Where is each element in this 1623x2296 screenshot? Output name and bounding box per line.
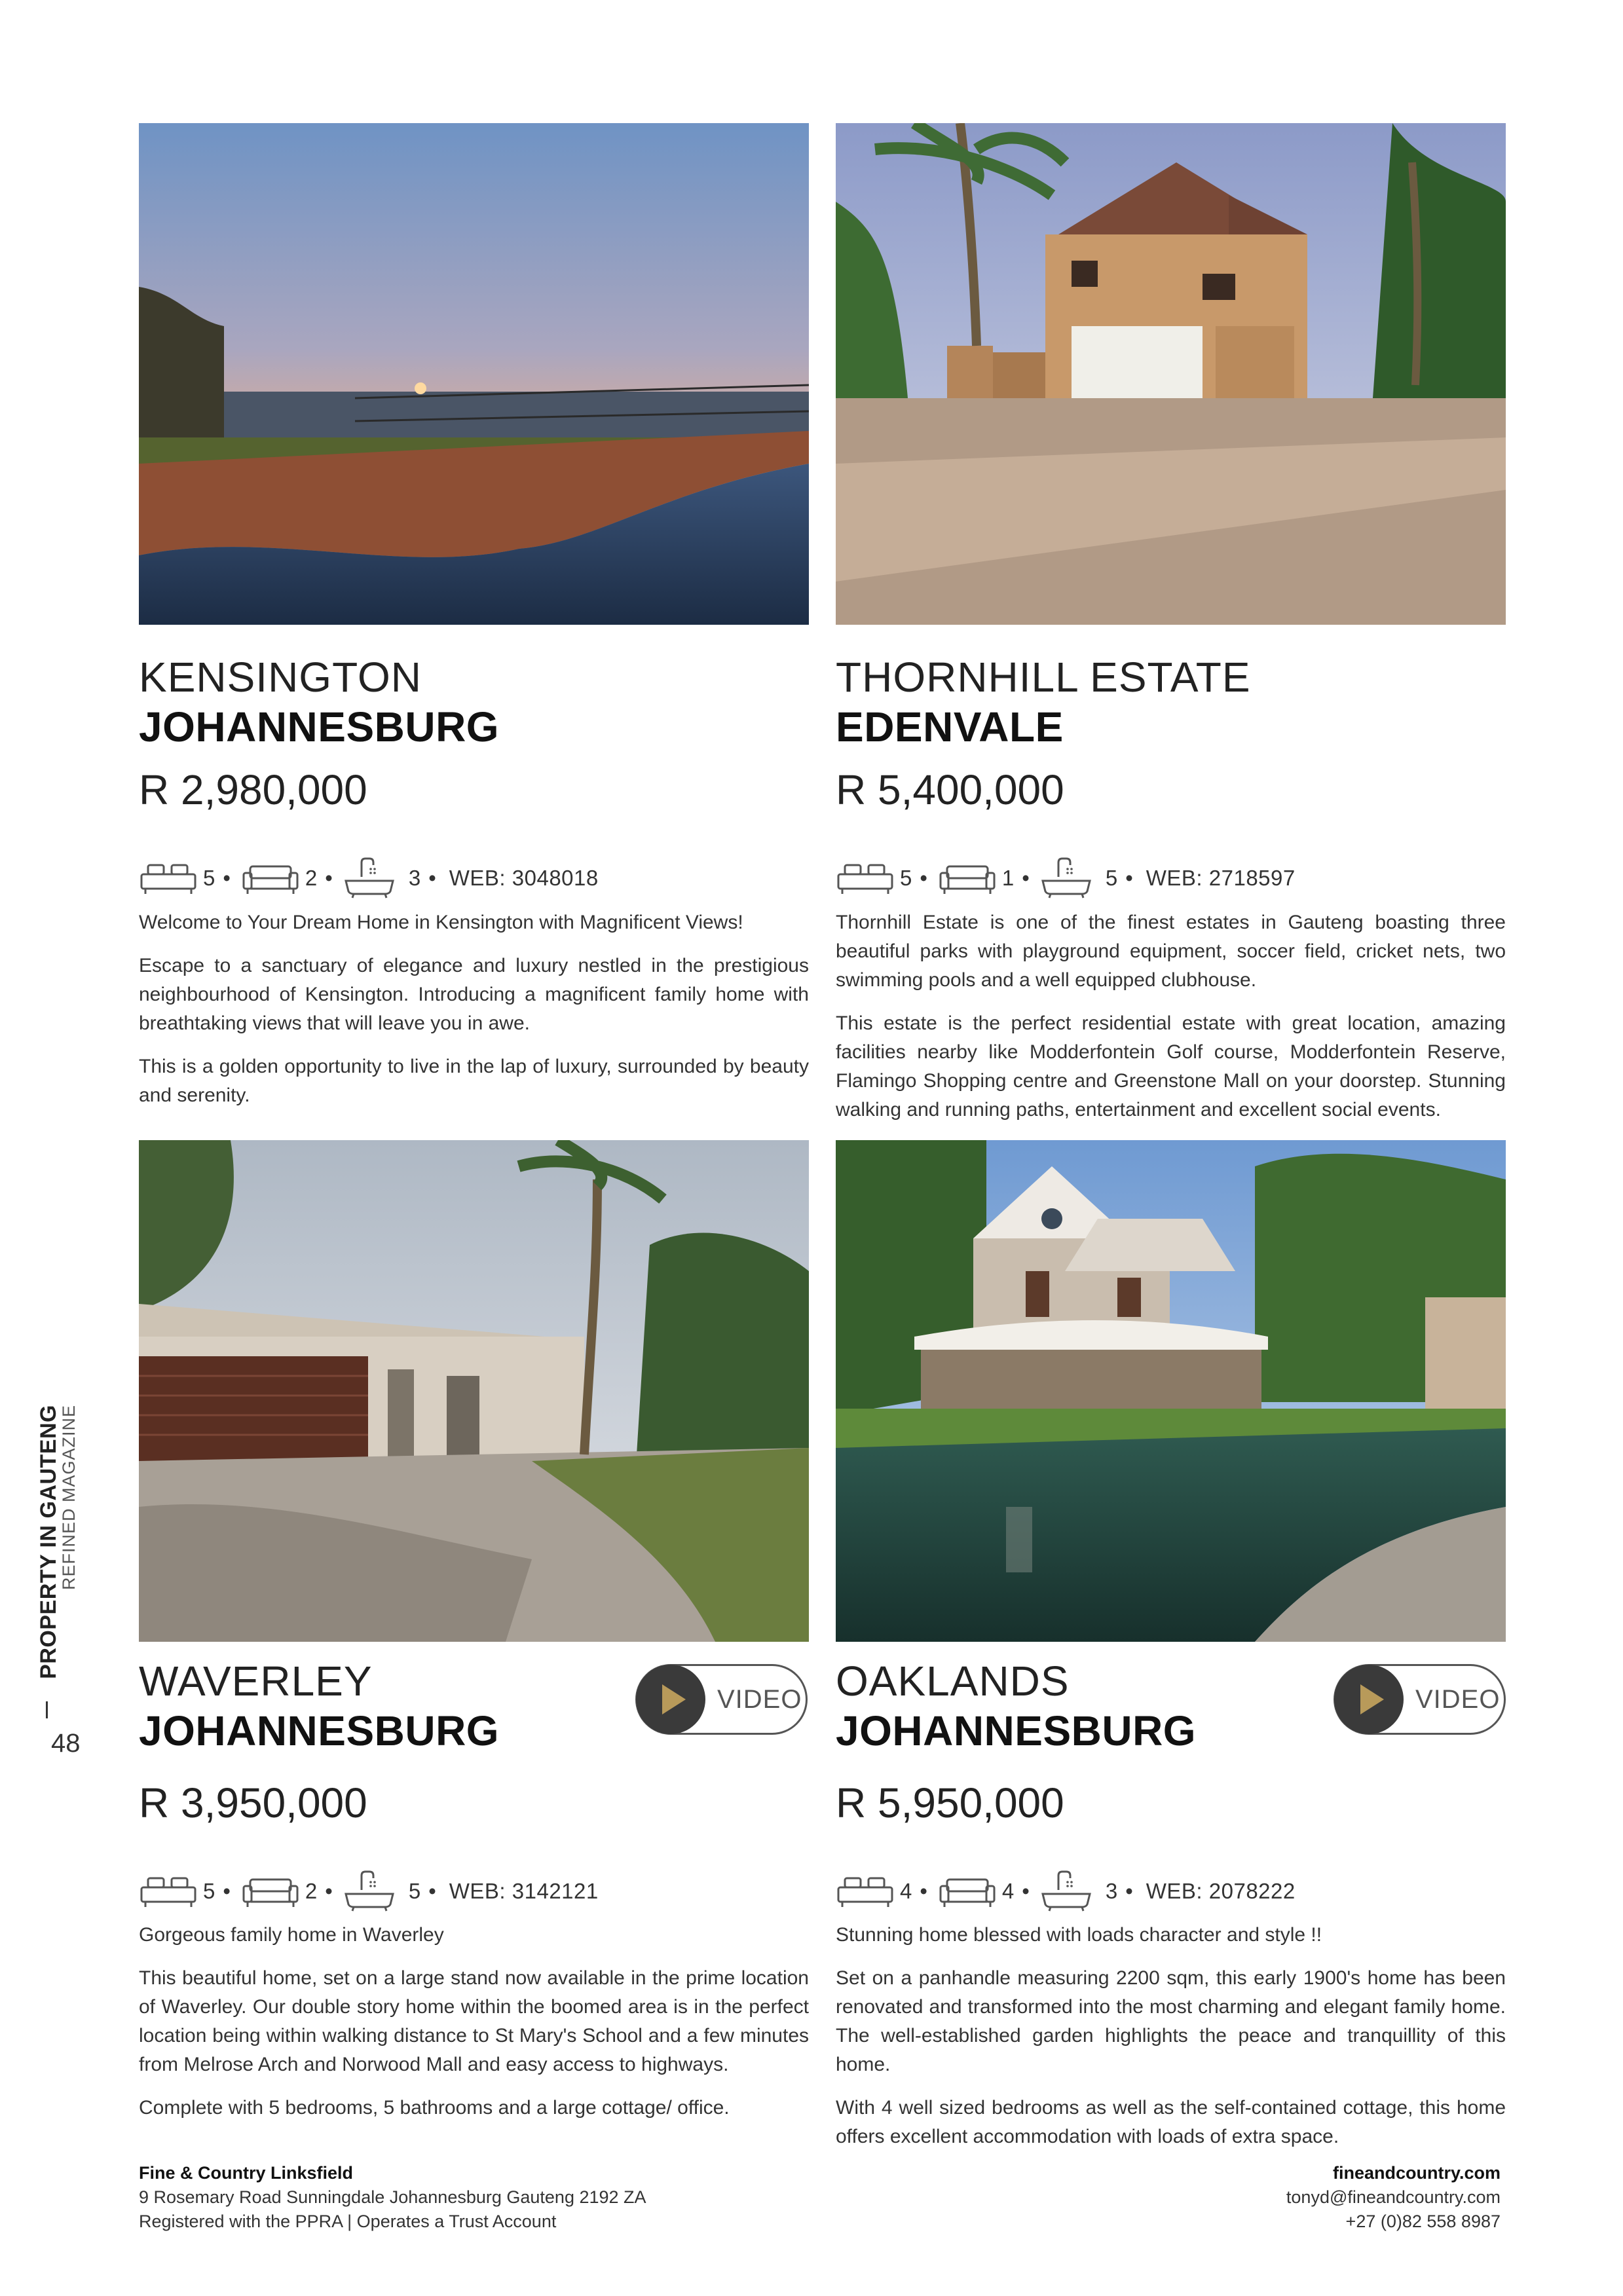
bedroom-count: 5	[203, 1879, 215, 1903]
sunset-pool-photo	[139, 123, 809, 625]
bath-icon	[343, 857, 396, 899]
description-paragraph: Welcome to Your Dream Home in Kensington with Magnificent Views!	[139, 912, 743, 933]
bathroom-count: 5	[1105, 866, 1118, 890]
sofa-icon	[241, 1873, 300, 1910]
listing-specs: 5 • 2 • 5 • WEB: 3142121	[139, 1865, 599, 1917]
web-reference: WEB: 2718597	[1146, 866, 1296, 890]
listing-area: OAKLANDS	[836, 1657, 1070, 1705]
description-paragraph: This beautiful home, set on a large stand now available in the prime location of Waverley. Our double story home within the boomed area is in the perfect location being within walking distance to St Mary's School and a few minutes from Melrose Arch and Norwood Mall and easy access to highways.	[139, 1967, 809, 2075]
pool-house-photo	[836, 1140, 1506, 1642]
lounge-count: 2	[305, 1879, 318, 1903]
agency-registration: Registered with the PPRA | Operates a Trust Account	[139, 2212, 557, 2231]
listing-city: JOHANNESBURG	[836, 1707, 1197, 1754]
phone-number[interactable]: +27 (0)82 558 8987	[1345, 2212, 1501, 2231]
description-paragraph: With 4 well sized bedrooms as well as the self-contained cottage, this home offers excellent accommodation with loads of extra space.	[836, 2097, 1506, 2147]
brick-house-photo	[836, 123, 1506, 625]
description-paragraph: Escape to a sanctuary of elegance and luxury nestled in the prestigious neighbourhood of Kensington. Introducing a magnificent family home with breathtaking views that will leave you in awe.	[139, 955, 809, 1034]
bath-icon	[1040, 857, 1092, 899]
bed-icon	[836, 1873, 895, 1910]
bathroom-count: 3	[1105, 1879, 1118, 1903]
listing-price: R 3,950,000	[139, 1779, 367, 1826]
listing-area: WAVERLEY	[139, 1657, 373, 1705]
listing-city: JOHANNESBURG	[139, 703, 500, 750]
video-button[interactable]	[635, 1664, 808, 1735]
video-button[interactable]	[1334, 1664, 1506, 1735]
bed-icon	[139, 860, 198, 897]
description-paragraph: Complete with 5 bedrooms, 5 bathrooms and a large cottage/ office.	[139, 2097, 730, 2119]
description-paragraph: This estate is the perfect residential estate with great location, amazing facilities nearby like Modderfontein Golf course, Modderfontein Reserve, Flamingo Shopping centre and Greenstone Mall on your doorstep. Stunning walking and running paths, entertainment and excellent social events.	[836, 1012, 1506, 1120]
listing-description	[836, 908, 1506, 1139]
description-paragraph: Set on a panhandle measuring 2200 sqm, this early 1900's home has been renovated and transformed into the most charming and elegant family home. The well-established garden highlights the peace and tranquillity of this home.	[836, 1967, 1506, 2075]
sofa-icon	[938, 860, 997, 897]
listing-description	[139, 1921, 809, 2137]
bedroom-count: 5	[203, 866, 215, 890]
bed-icon	[836, 860, 895, 897]
sofa-icon	[241, 860, 300, 897]
agency-name: Fine & Country Linksfield	[139, 2163, 354, 2183]
bedroom-count: 4	[900, 1879, 912, 1903]
video-label: VIDEO	[1415, 1685, 1501, 1714]
lounge-count: 1	[1001, 866, 1015, 890]
bedroom-count: 5	[900, 866, 912, 890]
bathroom-count: 5	[408, 1879, 421, 1903]
sidebar-divider	[46, 1701, 48, 1718]
sofa-icon	[938, 1873, 997, 1910]
bed-icon	[139, 1873, 198, 1910]
video-label: VIDEO	[717, 1685, 802, 1714]
website-link[interactable]: fineandcountry.com	[1332, 2163, 1501, 2183]
description-paragraph: Stunning home blessed with loads character and style !!	[836, 1924, 1322, 1946]
contact-details	[1286, 2161, 1501, 2234]
listing-specs: 4 • 4 • 3 • WEB: 2078222	[836, 1865, 1296, 1917]
bathroom-count: 3	[408, 866, 421, 890]
web-reference: WEB: 3142121	[449, 1879, 599, 1903]
web-reference: WEB: 3048018	[449, 866, 599, 890]
web-reference: WEB: 2078222	[1146, 1879, 1296, 1903]
listing-area: THORNHILL ESTATE	[836, 654, 1251, 701]
play-icon	[1334, 1665, 1404, 1734]
listing-specs: 5 • 1 • 5 • WEB: 2718597	[836, 852, 1296, 904]
listing-price: R 5,400,000	[836, 766, 1064, 813]
magazine-sidebar	[38, 1405, 77, 1693]
description-paragraph: This is a golden opportunity to live in the lap of luxury, surrounded by beauty and serenity.	[139, 1056, 809, 1106]
email-link[interactable]: tonyd@fineandcountry.com	[1286, 2187, 1501, 2207]
agency-details	[139, 2161, 646, 2234]
description-paragraph: Gorgeous family home in Waverley	[139, 1924, 444, 1946]
listing-city: JOHANNESBURG	[139, 1707, 500, 1754]
magazine-subtitle: REFINED MAGAZINE	[59, 1405, 79, 1591]
lounge-count: 2	[305, 866, 318, 890]
listing-area: KENSINGTON	[139, 654, 422, 701]
page-number: 48	[51, 1729, 81, 1758]
listing-price: R 2,980,000	[139, 766, 367, 813]
agency-address: 9 Rosemary Road Sunningdale Johannesburg Gauteng 2192 ZA	[139, 2187, 646, 2207]
listing-city: EDENVALE	[836, 703, 1064, 750]
bath-icon	[343, 1870, 396, 1912]
bath-icon	[1040, 1870, 1092, 1912]
description-paragraph: Thornhill Estate is one of the finest estates in Gauteng boasting three beautiful parks with playground equipment, soccer field, cricket nets, two swimming pools and a well equipped clubhouse.	[836, 912, 1506, 991]
magazine-title: PROPERTY IN GAUTENG	[36, 1405, 61, 1679]
lounge-count: 4	[1001, 1879, 1015, 1903]
play-icon	[636, 1665, 705, 1734]
listing-description	[139, 908, 809, 1124]
listing-specs: 5 • 2 • 3 • WEB: 3048018	[139, 852, 599, 904]
listing-price: R 5,950,000	[836, 1779, 1064, 1826]
listing-description	[836, 1921, 1506, 2166]
paved-driveway-photo	[139, 1140, 809, 1642]
